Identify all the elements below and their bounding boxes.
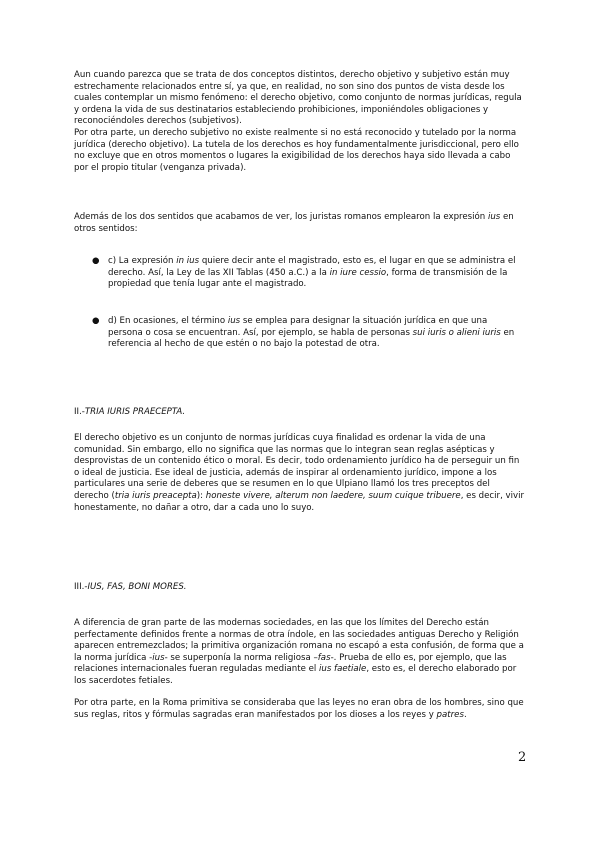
text-run: ): [196,490,206,501]
text-run: , esto es, el derecho elaborado por los sacerdotes fetiales. [74,664,517,686]
italic-term: tria iuris preacepta [114,490,197,501]
italic-term: ius [487,212,501,222]
text-run: en otros sentidos: [74,212,514,234]
italic-term: sui iuris o alieni iuris [412,327,501,338]
text-run: El derecho objetivo es un conjunto de normas jurídicas cuya finalidad es ordenar la vida de una comunidad. Sin embargo, ello no significa que las normas que lo integran sean reglas asépticas y desprovistas de un contenido ético o moral. Es decir, todo ordenamiento jurídico ha de perseguir un fin o ideal de justicia. Ese ideal de justicia, además de inspirar al ordenamiento jurídico, impone a los particulares una serie de deberes que se resumen en lo que Ulpiano llamó los tres preceptos del derecho ( [74,433,520,501]
paragraph-derecho-religion [74,618,526,688]
text-run: , forma de transmisión de la propiedad que tenía lugar ante el magistrado. [108,267,508,290]
heading-title: IUS, FAS, BONI MORES. [87,582,187,592]
text-run: -. Prueba de ello es, por ejemplo, que las relaciones internacionales fueran reguladas mediante el [74,652,507,675]
paragraph-roma-primitiva [74,698,526,721]
paragraph-derecho-objetivo-subjetivo [74,70,526,174]
italic-term: ius [227,316,241,326]
text-run: en referencia al hecho de que estén o no bajo la potestad de otra. [108,327,515,350]
text-run: Por otra parte, en la Roma primitiva se consideraba que las leyes no eran obra de los hombres, sino que sus reglas, ritos y fórmulas sagradas eran manifestados por los dioses a los reyes y [74,698,524,720]
italic-term: ius [152,652,165,663]
paragraph-text: Por otra parte, un derecho subjetivo no existe realmente si no está reconocido y tutelado por la norma jurídica (derecho objetivo). La tutela de los derechos es hoy fundamentalmente jurisdiccional, pero ello no excluye que en otros momentos o lugares la exigibilidad de los derechos haya sido llevada a cabo por el propio titular (venganza privada). [74,127,519,173]
section-heading-tria-iuris [74,407,185,419]
paragraph-tria-iuris [74,433,526,514]
paragraph-otros-sentidos [74,212,526,235]
italic-term: in iure cessio [329,267,387,278]
text-run: se emplea para designar la situación jurídica en que una persona o cosa se encuentran. Así, por ejemplo, se habla de personas [108,316,488,338]
bullet-icon: ● [92,256,100,266]
italic-term: patres [436,709,464,720]
section-heading-ius-fas [74,582,187,594]
italic-term: ius faetiale [319,664,367,675]
italic-term: honeste vivere, alterum non laedere, suum cuique tribuere [205,490,461,501]
italic-term: in ius [176,256,200,266]
text-run: . [463,709,467,720]
text-run: - se superponía la norma religiosa – [164,652,318,663]
bullet-icon: ● [92,316,100,326]
heading-number: II.- [74,407,85,417]
text-run: Además de los dos sentidos que acabamos de ver, los juristas romanos emplearon la expresión [74,212,488,222]
heading-title: TRIA IURIS PRAECEPTA. [84,407,186,417]
page-number: 2 [518,750,527,765]
text-run: quiere decir ante el magistrado, esto es, el lugar en que se administra el derecho. Así, la Ley de las XII Tablas (450 a.C.) a la [108,256,516,278]
text-run: A diferencia de gran parte de las modernas sociedades, en las que los límites del Derecho están perfectamente definidos frente a normas de otra índole, en las sociedades antiguas Derecho y Religión aparecen entremezclados; la primitiva organización romana no escapó a esta confusión, de forma que a la norma jurídica - [74,618,524,663]
paragraph-text: Aun cuando parezca que se trata de dos conceptos distintos, derecho objetivo y subjetivo están muy estrechamente relacionados entre sí, ya que, en realidad, no son sino dos puntos de vista desde los cuales contemplar un mismo fenómeno: el derecho objetivo, como conjunto de normas jurídicas, regula y ordena la vida de sus destinatarios estableciendo prohibiciones, imponiéndoles obligaciones y reconociéndoles derechos (subjetivos). [74,70,522,127]
text-run: , es decir, vivir honestamente, no dañar a otro, dar a cada uno lo suyo. [74,490,525,513]
text-run: d) En ocasiones, el término [108,316,228,326]
heading-number: III.- [74,582,88,592]
italic-term: fas [317,652,331,663]
text-run: c) La expresión [108,256,177,266]
